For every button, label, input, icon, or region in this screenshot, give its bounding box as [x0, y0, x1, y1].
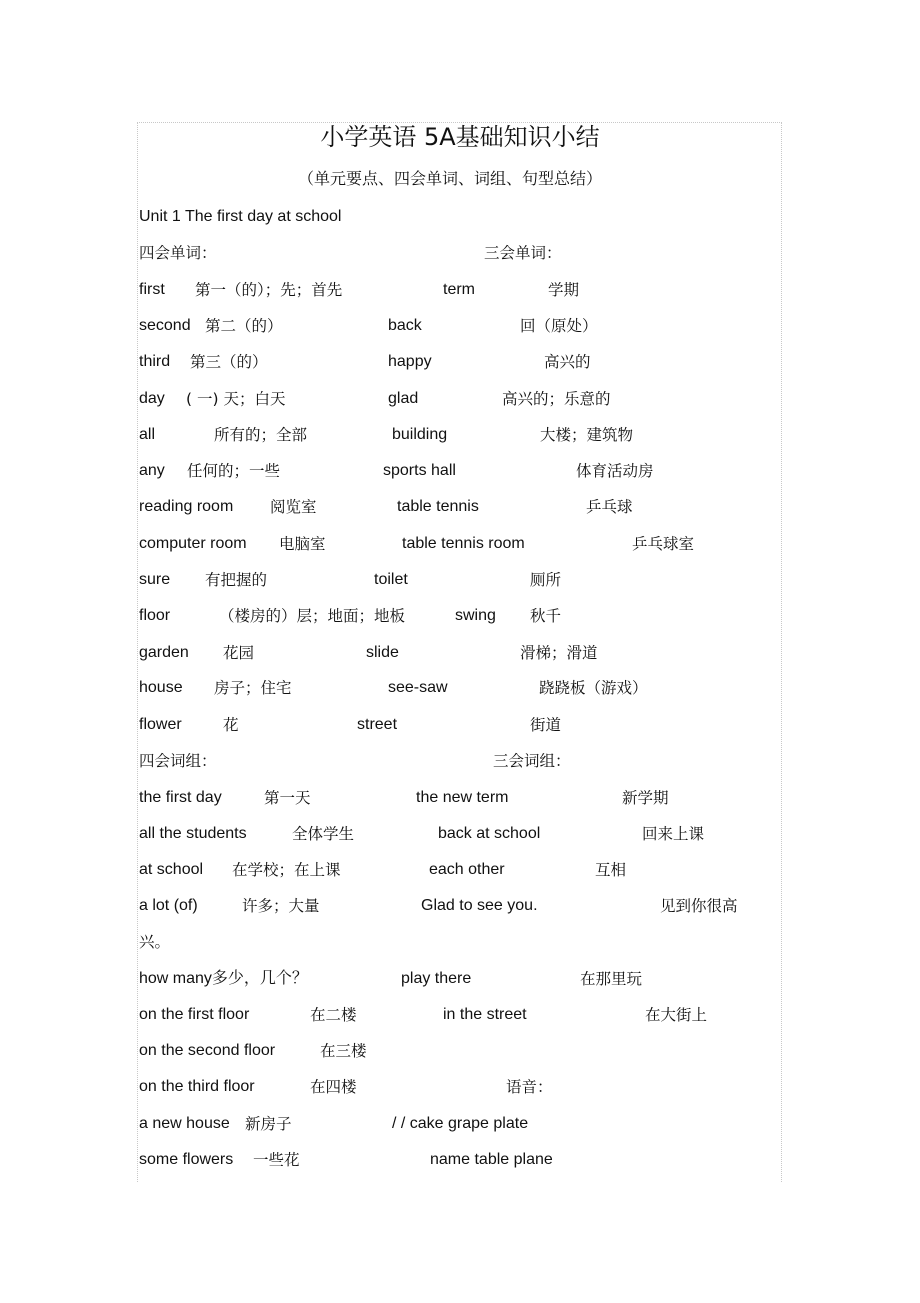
phrase-zh: 新学期	[622, 789, 669, 807]
word-en: building	[392, 426, 448, 443]
word-zh: 阅览室	[270, 498, 317, 516]
word-zh: 第三（的）	[190, 353, 268, 371]
word-en: sure	[139, 571, 171, 588]
word-zh: 回（原处）	[520, 317, 598, 335]
phrase-en: how many多少，几个？	[139, 970, 308, 987]
phonics-words: name table plane	[430, 1151, 553, 1168]
document-subtitle: （单元要点、四会单词、词组、句型总结）	[297, 169, 602, 188]
word-zh: 高兴的	[544, 353, 591, 371]
word-en: back	[388, 317, 422, 334]
three-words-heading: 三会单词：	[484, 244, 562, 262]
word-zh: 第二（的）	[205, 317, 283, 335]
word-en: toilet	[374, 571, 408, 588]
word-zh: 乒乓球室	[632, 535, 695, 553]
word-zh: 房子；住宅	[214, 679, 292, 697]
word-en: garden	[139, 644, 189, 661]
word-en: flower	[139, 716, 182, 733]
phonics-heading: 语音：	[506, 1078, 553, 1096]
word-zh: 大楼；建筑物	[540, 426, 634, 444]
word-zh: 秋千	[530, 607, 562, 625]
word-en: all	[139, 426, 156, 443]
word-zh: 街道	[530, 716, 562, 734]
phrase-en: back at school	[438, 825, 541, 842]
word-en: table tennis room	[402, 535, 525, 552]
word-en: any	[139, 462, 165, 479]
phrase-en: some flowers	[139, 1151, 234, 1168]
three-phrases-heading: 三会词组：	[493, 752, 571, 770]
phrase-en: the first day	[139, 789, 222, 806]
phrase-zh: 在四楼	[310, 1078, 357, 1096]
phrase-zh: 新房子	[245, 1115, 292, 1133]
word-en: reading room	[139, 498, 234, 515]
phrase-en: each other	[429, 861, 505, 878]
word-zh: （楼房的）层；地面；地板	[219, 607, 406, 625]
phrase-en: play there	[401, 970, 472, 987]
phrase-zh: 第一天	[264, 789, 311, 807]
word-zh: 厕所	[530, 571, 562, 589]
phrase-en: a lot (of)	[139, 897, 198, 914]
word-zh: 第一（的）；先；首先	[195, 281, 343, 299]
phrase-en: all the students	[139, 825, 247, 842]
word-zh: 跷跷板（游戏）	[539, 679, 648, 697]
phonics-words: / / cake grape plate	[392, 1115, 529, 1132]
word-en: happy	[388, 353, 432, 370]
word-en: computer room	[139, 535, 247, 552]
phrase-zh: 在三楼	[320, 1042, 367, 1060]
word-en: day	[139, 390, 165, 407]
word-zh: 花	[223, 716, 239, 734]
word-en: street	[357, 716, 398, 733]
word-zh: 乒乓球	[586, 498, 633, 516]
phrase-zh: 全体学生	[292, 825, 355, 843]
word-en: floor	[139, 607, 171, 624]
word-en: swing	[455, 607, 496, 624]
word-zh: 滑梯；滑道	[520, 644, 598, 662]
word-zh: 电脑室	[279, 535, 326, 553]
word-zh: 所有的；全部	[214, 426, 308, 444]
document-title: 小学英语 5A基础知识小结	[320, 123, 600, 151]
phrase-zh: 许多；大量	[242, 897, 320, 915]
word-zh: 有把握的	[205, 571, 268, 589]
unit-heading: Unit 1 The first day at school	[139, 208, 342, 225]
word-en: sports hall	[383, 462, 456, 479]
word-zh: 花园	[223, 644, 255, 662]
phrase-en: on the third floor	[139, 1078, 255, 1095]
four-phrases-heading: 四会词组：	[139, 752, 217, 770]
phrase-zh: 一些花	[253, 1151, 300, 1169]
phrase-en: on the first floor	[139, 1006, 250, 1023]
phrase-zh: 回来上课	[642, 825, 705, 843]
phrase-en: Glad to see you.	[421, 897, 538, 914]
word-zh: 体育活动房	[576, 462, 654, 480]
word-en: glad	[388, 390, 419, 407]
word-en: table tennis	[397, 498, 479, 515]
four-words-heading: 四会单词：	[139, 244, 217, 262]
word-zh: ( 一) 天；白天	[186, 390, 286, 408]
word-en: see-saw	[388, 679, 448, 696]
word-en: second	[139, 317, 191, 334]
word-en: first	[139, 281, 165, 298]
word-en: term	[443, 281, 475, 298]
phrase-zh: 在学校；在上课	[232, 861, 341, 879]
word-zh: 任何的；一些	[187, 462, 281, 480]
phrase-en: in the street	[443, 1006, 527, 1023]
word-en: third	[139, 353, 171, 370]
phrase-en: the new term	[416, 789, 509, 806]
word-zh: 高兴的；乐意的	[502, 390, 611, 408]
phrase-zh: 在二楼	[310, 1006, 357, 1024]
word-en: slide	[366, 644, 399, 661]
phrase-zh: 在大街上	[645, 1006, 708, 1024]
phrase-en: at school	[139, 861, 204, 878]
word-en: house	[139, 679, 183, 696]
phrase-en: a new house	[139, 1115, 230, 1132]
phrase-en: on the second floor	[139, 1042, 276, 1059]
phrase-zh: 见到你很高	[660, 897, 738, 915]
wrapped-text: 兴。	[139, 933, 171, 951]
phrase-zh: 在那里玩	[580, 970, 643, 988]
word-zh: 学期	[548, 281, 580, 299]
phrase-zh: 互相	[595, 861, 627, 879]
